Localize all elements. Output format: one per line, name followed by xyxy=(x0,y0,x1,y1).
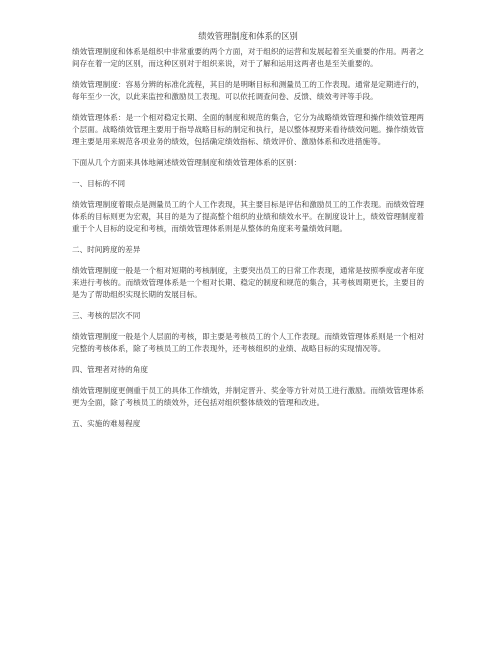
section-paragraph-4: 绩效管理制度更侧重于员工的具体工作绩效，并制定晋升、奖金等方针对员工进行激励。而绩效管理体系更为全面，除了考核员工的绩效外，还包括对组织整体绩效的管理和改进。 xyxy=(72,386,424,407)
document-page xyxy=(72,30,424,439)
transition-paragraph: 下面从几个方面来具体地阐述绩效管理制度和绩效管理体系的区别： xyxy=(72,158,302,167)
definition-framework-paragraph: 绩效管理体系：是一个相对稳定长期、全面的制度和规范的集合，它分为战略绩效管理和操作绩效管理两个层面。战略绩效管理主要用于指导战略目标的制定和执行，是以整体视野来看待绩效问题。操作绩效管理主要是用来规范各项业务的绩效，包括确定绩效指标、绩效评价、激励体系和改进措施等。 xyxy=(72,113,424,146)
intro-paragraph: 绩效管理制度和体系是组织中非常重要的两个方面，对于组织的运营和发展起着至关重要的作用。两者之间存在着一定的区别，而这种区别对于组织来说，对于了解和运用这两者也是至关重要的。 xyxy=(72,47,424,68)
section-heading-3: 三、考核的层次不同 xyxy=(72,311,141,320)
section-paragraph-1: 绩效管理制度着眼点是测量员工的个人工作表现，其主要目标是评估和激励员工的工作表现。而绩效管理体系的目标则更为宏观，其目的是为了提高整个组织的业绩和绩效水平。在制度设计上，绩效管理制度着重于个人目标的设定和考核，而绩效管理体系则是从整体的角度来考量绩效问题。 xyxy=(72,200,424,233)
document-title: 绩效管理制度和体系的区别 xyxy=(198,31,298,41)
section-heading-2: 二、时间跨度的差异 xyxy=(72,245,141,254)
section-heading-1: 一、目标的不同 xyxy=(72,179,126,188)
definition-system-paragraph: 绩效管理制度：容易分辨的标准化流程，其目的是明晰目标和测量员工的工作表现。通常是定期进行的，每年至少一次，以此来监控和激励员工表现。可以依托调查问卷、反馈、绩效考评等手段。 xyxy=(72,80,424,101)
section-paragraph-3: 绩效管理制度一般是个人层面的考核，即主要是考核员工的个人工作表现。而绩效管理体系则是一个相对完整的考核体系，除了考核员工的工作表现外，还考核组织的业绩、战略目标的实现情况等。 xyxy=(72,332,424,353)
section-paragraph-2: 绩效管理制度一般是一个相对短期的考核制度，主要突出员工的日常工作表现，通常是按照季度或者年度来进行考核的。而绩效管理体系是一个相对长期、稳定的制度和规范的集合，其考核周期更长，主要目的是为了帮助组织实现长期的发展目标。 xyxy=(72,266,424,299)
section-heading-4: 四、管理者对待的角度 xyxy=(72,365,148,374)
section-heading-5: 五、实施的难易程度 xyxy=(72,419,141,428)
